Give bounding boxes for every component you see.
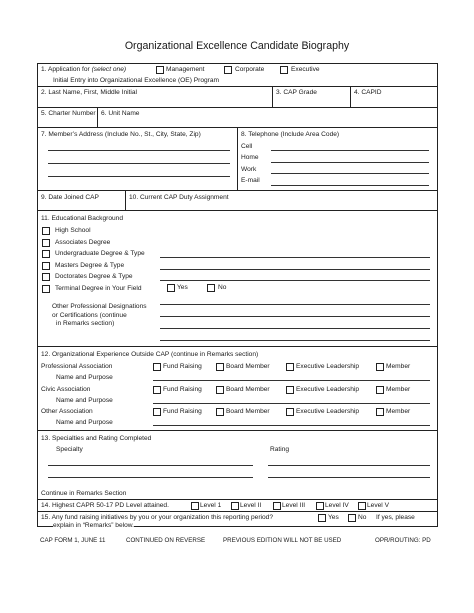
prof-name-purpose-field[interactable] xyxy=(153,380,430,381)
board-member-label: Board Member xyxy=(226,386,270,393)
doctorates-label: Doctorates Degree & Type xyxy=(55,273,133,280)
pd-level-label: 14. Highest CAPR 50-17 PD Level attained. xyxy=(41,502,169,509)
terminal-no-checkbox[interactable] xyxy=(207,284,215,292)
other-executive-leadership-checkbox[interactable] xyxy=(286,408,294,416)
home-label: Home xyxy=(241,154,259,161)
initial-entry-text: Initial Entry into Organizational Excellence (OE) Program xyxy=(53,77,220,84)
civic-board-member-checkbox[interactable] xyxy=(216,386,224,394)
work-label: Work xyxy=(241,166,257,173)
other-name-purpose-field[interactable] xyxy=(153,425,430,426)
other-member-checkbox[interactable] xyxy=(376,408,384,416)
terminal-degree-label: Terminal Degree in Your Field xyxy=(55,285,142,292)
duty-assignment-label: 10. Current CAP Duty Assignment xyxy=(129,194,229,201)
specialty-label: Specialty xyxy=(56,446,83,453)
level-2-checkbox[interactable] xyxy=(231,502,239,510)
page-title: Organizational Excellence Candidate Biography xyxy=(124,40,350,52)
cell-field[interactable] xyxy=(271,150,429,151)
row-divider xyxy=(37,86,438,87)
other-board-member-checkbox[interactable] xyxy=(216,408,224,416)
other-designations-label: in Remarks section) xyxy=(56,320,115,327)
board-member-label: Board Member xyxy=(226,408,270,415)
high-school-checkbox[interactable] xyxy=(42,227,50,235)
row-divider xyxy=(37,210,438,211)
fund-raising-question: 15. Any fund raising initiatives by you or your organization this reporting period? xyxy=(41,514,274,521)
continue-remarks-label: Continue in Remarks Section xyxy=(41,490,127,497)
specialties-label: 13. Specialties and Rating Completed xyxy=(41,435,152,442)
prof-member-checkbox[interactable] xyxy=(376,363,384,371)
designations-field[interactable] xyxy=(160,304,430,305)
fund-raising-yes-checkbox[interactable] xyxy=(318,514,326,522)
management-checkbox[interactable] xyxy=(156,66,164,74)
previous-edition-note: PREVIOUS EDITION WILL NOT BE USED xyxy=(223,537,342,544)
if-yes-label: If yes, please xyxy=(376,514,415,521)
fund-raising-no-checkbox[interactable] xyxy=(348,514,356,522)
continued-on-reverse: CONTINUED ON REVERSE xyxy=(126,537,206,544)
cell-label: Cell xyxy=(241,143,253,150)
capid-label: 4. CAPID xyxy=(354,89,382,96)
prof-fund-raising-checkbox[interactable] xyxy=(153,363,161,371)
educational-background-label: 11. Educational Background xyxy=(41,215,123,222)
masters-checkbox[interactable] xyxy=(42,262,50,270)
unit-name-label: 6. Unit Name xyxy=(101,110,140,117)
member-label: Member xyxy=(386,363,411,370)
row-divider xyxy=(37,190,438,191)
doctorates-field[interactable] xyxy=(160,280,430,281)
form-border xyxy=(437,63,438,527)
board-member-label: Board Member xyxy=(226,363,270,370)
prof-executive-leadership-checkbox[interactable] xyxy=(286,363,294,371)
level-5-checkbox[interactable] xyxy=(358,502,366,510)
row-divider xyxy=(37,511,438,512)
member-label: Member xyxy=(386,408,411,415)
undergraduate-field[interactable] xyxy=(160,257,430,258)
masters-field[interactable] xyxy=(160,269,430,270)
civic-association-label: Civic Association xyxy=(41,386,91,393)
specialty-field[interactable] xyxy=(48,465,253,466)
fund-raising-label: Fund Raising xyxy=(163,386,202,393)
name-purpose-label: Name and Purpose xyxy=(56,419,113,426)
corporate-checkbox[interactable] xyxy=(224,66,232,74)
level-4-checkbox[interactable] xyxy=(316,502,324,510)
fund-raising-no-label: No xyxy=(358,514,367,521)
fund-raising-yes-label: Yes xyxy=(328,514,339,521)
terminal-yes-checkbox[interactable] xyxy=(167,284,175,292)
level-3-checkbox[interactable] xyxy=(273,502,281,510)
rating-label: Rating xyxy=(270,446,290,453)
row-divider xyxy=(37,499,438,500)
prof-board-member-checkbox[interactable] xyxy=(216,363,224,371)
address-line[interactable] xyxy=(48,163,230,164)
email-field[interactable] xyxy=(271,185,429,186)
executive-checkbox[interactable] xyxy=(280,66,288,74)
executive-leadership-label: Executive Leadership xyxy=(296,386,360,393)
telephone-label: 8. Telephone (Include Area Code) xyxy=(241,131,340,138)
level-1-label: Level 1 xyxy=(200,502,222,509)
civic-member-checkbox[interactable] xyxy=(376,386,384,394)
org-experience-label: 12. Organizational Experience Outside CAP (continue in Remarks section) xyxy=(41,351,259,358)
fund-raising-label: Fund Raising xyxy=(163,408,202,415)
undergraduate-label: Undergraduate Degree & Type xyxy=(55,250,145,257)
member-label: Member xyxy=(386,386,411,393)
terminal-no-label: No xyxy=(218,284,227,291)
level-1-checkbox[interactable] xyxy=(191,502,199,510)
undergraduate-checkbox[interactable] xyxy=(42,250,50,258)
form-border xyxy=(37,63,438,64)
charter-number-label: 5. Charter Number xyxy=(41,110,96,117)
doctorates-checkbox[interactable] xyxy=(42,273,50,281)
home-field[interactable] xyxy=(271,162,429,163)
col-divider xyxy=(97,107,98,127)
level-5-label: Level V xyxy=(367,502,389,509)
terminal-degree-checkbox[interactable] xyxy=(42,285,50,293)
level-3-label: Level III xyxy=(282,502,306,509)
associates-label: Associates Degree xyxy=(55,239,111,246)
civic-executive-leadership-checkbox[interactable] xyxy=(286,386,294,394)
level-4-label: Level IV xyxy=(325,502,349,509)
fund-raising-label: Fund Raising xyxy=(163,363,202,370)
row-divider xyxy=(37,346,438,347)
executive-leadership-label: Executive Leadership xyxy=(296,408,360,415)
masters-label: Masters Degree & Type xyxy=(55,262,125,269)
civic-fund-raising-checkbox[interactable] xyxy=(153,386,161,394)
row-divider xyxy=(37,430,438,431)
other-designations-label: Other Professional Designations xyxy=(52,303,147,310)
name-purpose-label: Name and Purpose xyxy=(56,397,113,404)
associates-checkbox[interactable] xyxy=(42,239,50,247)
address-line[interactable] xyxy=(48,176,230,177)
other-association-label: Other Association xyxy=(41,408,93,415)
email-label: E-mail xyxy=(241,177,260,184)
members-address-label: 7. Member’s Address (Include No., St., City, State, Zip) xyxy=(41,131,201,138)
col-divider xyxy=(125,190,126,210)
form-border xyxy=(37,63,38,527)
col-divider xyxy=(272,86,273,107)
rating-field[interactable] xyxy=(268,465,430,466)
terminal-yes-label: Yes xyxy=(177,284,188,291)
last-name-label: 2. Last Name, First, Middle Initial xyxy=(41,89,138,96)
level-2-label: Level II xyxy=(240,502,262,509)
col-divider xyxy=(350,86,351,107)
executive-label: Executive xyxy=(291,66,320,73)
designations-field[interactable] xyxy=(160,328,430,329)
cap-grade-label: 3. CAP Grade xyxy=(276,89,317,96)
professional-association-label: Professional Association xyxy=(41,363,113,370)
corporate-label: Corporate xyxy=(235,66,265,73)
work-field[interactable] xyxy=(271,173,429,174)
col-divider xyxy=(237,127,238,190)
opr-routing: OPR/ROUTING: PD xyxy=(375,537,431,544)
high-school-label: High School xyxy=(55,227,91,234)
civic-name-purpose-field[interactable] xyxy=(153,403,430,404)
designations-field[interactable] xyxy=(160,340,430,341)
executive-leadership-label: Executive Leadership xyxy=(296,363,360,370)
other-fund-raising-checkbox[interactable] xyxy=(153,408,161,416)
explain-remarks-label: explain in “Remarks” below. xyxy=(53,522,134,529)
application-for-label: 1. Application for (select one) xyxy=(41,66,127,73)
rating-field[interactable] xyxy=(268,477,430,478)
name-purpose-label: Name and Purpose xyxy=(56,374,113,381)
designations-field[interactable] xyxy=(160,316,430,317)
date-joined-label: 9. Date Joined CAP xyxy=(41,194,99,201)
address-line[interactable] xyxy=(48,150,230,151)
specialty-field[interactable] xyxy=(48,477,253,478)
management-label: Management xyxy=(166,66,205,73)
form-number: CAP FORM 1, JUNE 11 xyxy=(40,537,106,544)
other-designations-label: or Certifications (continue xyxy=(52,312,127,319)
